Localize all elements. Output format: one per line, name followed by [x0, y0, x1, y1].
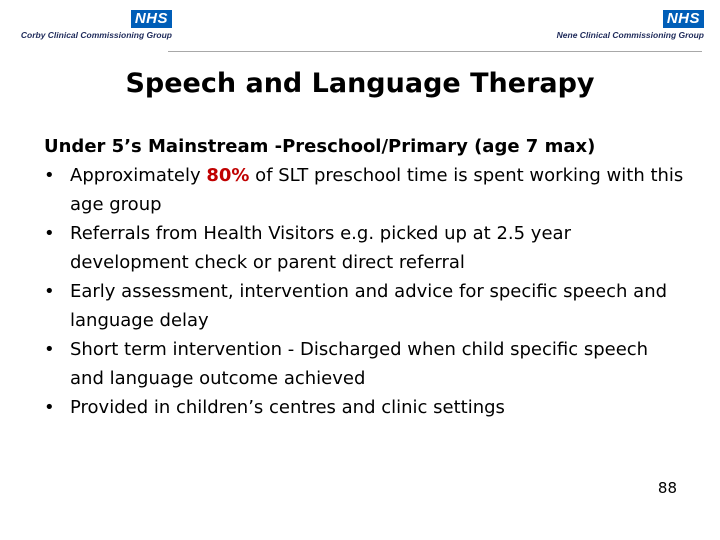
bullet-3-text: Early assessment, intervention and advice for specific speech and language delay [70, 281, 668, 331]
bullet-list [44, 161, 684, 422]
slide-title: Speech and Language Therapy [125, 68, 595, 99]
bullet-dot-icon: • [44, 281, 55, 302]
bullet-item-5 [44, 393, 684, 422]
nene-ccg-name: Nene Clinical Commissioning Group [556, 30, 704, 40]
header-divider [168, 51, 702, 52]
corby-ccg-logo [16, 10, 172, 41]
section-subheading: Under 5’s Mainstream -Preschool/Primary (age 7 max) [44, 136, 596, 157]
bullet-item-4 [44, 335, 684, 393]
bullet-dot-icon: • [44, 165, 55, 186]
page-number: 88 [657, 479, 677, 497]
bullet-2-text: Referrals from Health Visitors e.g. picked up at 2.5 year development check or parent direct referral [70, 223, 571, 273]
bullet-dot-icon: • [44, 339, 55, 360]
nhs-badge-left: NHS [131, 10, 172, 28]
bullet-item-1 [44, 161, 684, 219]
bullet-dot-icon: • [44, 223, 55, 244]
bullet-1-text-before: Approximately [70, 165, 207, 186]
bullet-item-2 [44, 219, 684, 277]
bullet-5-text: Provided in children’s centres and clinic settings [70, 397, 505, 418]
bullet-1-highlight: 80% [206, 165, 250, 186]
corby-ccg-name: Corby Clinical Commissioning Group [20, 30, 172, 40]
bullet-4-text: Short term intervention - Discharged when child specific speech and language outcome achieved [70, 339, 649, 389]
nene-ccg-logo [548, 10, 704, 41]
bullet-1-text-after: of SLT preschool time is spent working with this age group [70, 165, 684, 215]
slide-content [44, 132, 684, 422]
bullet-item-3 [44, 277, 684, 335]
nhs-badge-right: NHS [663, 10, 704, 28]
bullet-dot-icon: • [44, 397, 55, 418]
